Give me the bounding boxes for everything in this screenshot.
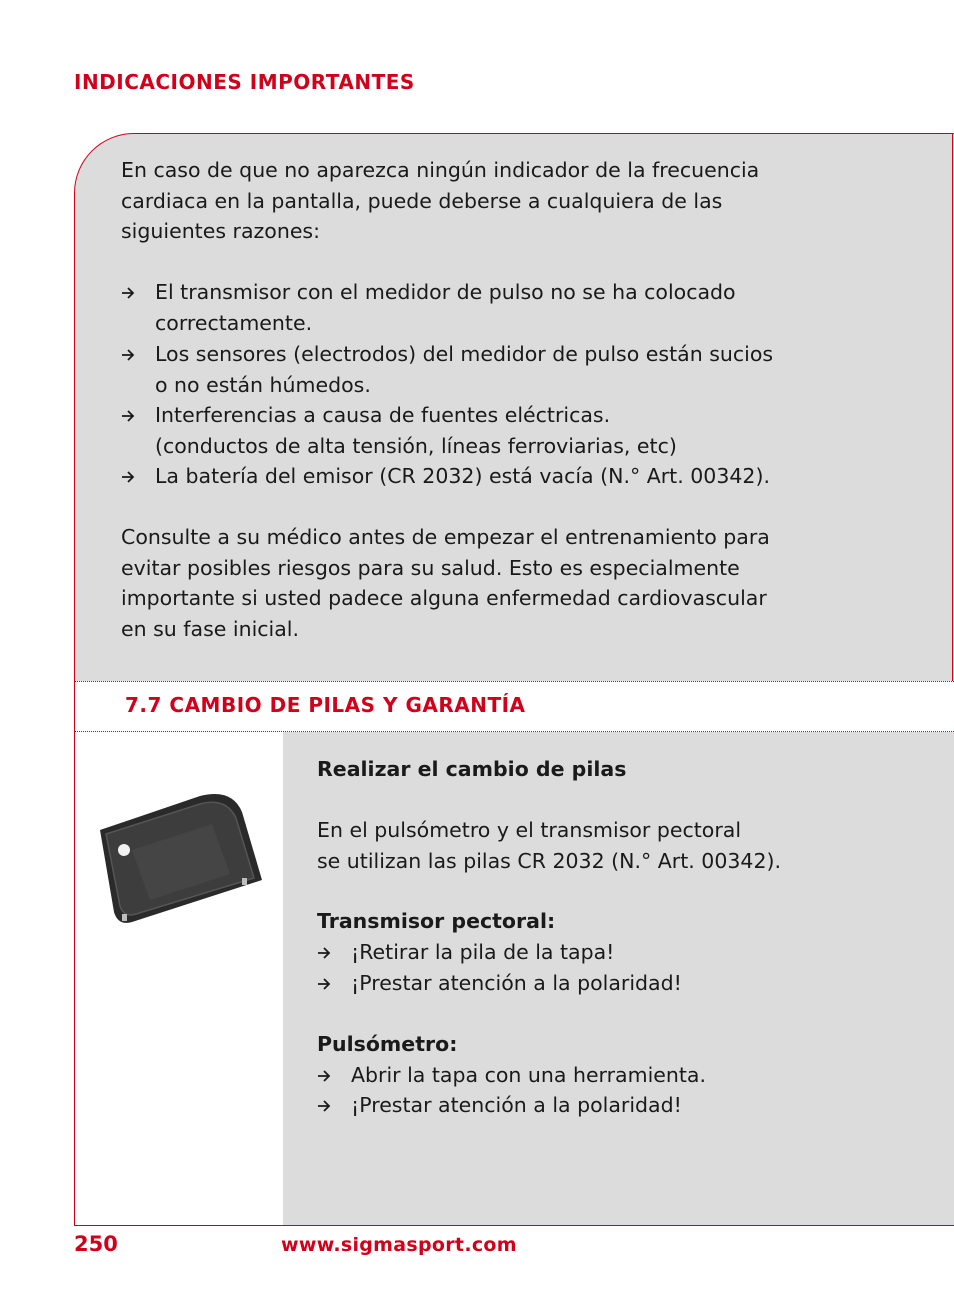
battery-intro-line: se utilizan las pilas CR 2032 (N.° Art. 00342). xyxy=(317,848,782,873)
arrow-right-icon xyxy=(121,400,143,423)
arrow-right-icon xyxy=(121,277,143,300)
arrow-right-icon xyxy=(121,339,143,362)
intro-line: siguientes razones: xyxy=(121,219,321,244)
advice-paragraph xyxy=(121,522,821,644)
list-item-line: correctamente. xyxy=(155,310,313,335)
transmitter-heading: Transmisor pectoral: xyxy=(317,909,556,933)
battery-intro-line: En el pulsómetro y el transmisor pectoral xyxy=(317,818,742,842)
section-title: 7.7 CAMBIO DE PILAS Y GARANTÍA xyxy=(125,693,526,717)
advice-line: Consulte a su médico antes de empezar el entrenamiento para xyxy=(121,525,770,549)
battery-change-heading: Realizar el cambio de pilas xyxy=(317,757,627,781)
list-item-line: Los sensores (electrodos) del medidor de pulso están sucios xyxy=(155,342,774,366)
battery-intro-paragraph xyxy=(317,815,937,876)
transmitter-step: ¡Prestar atención a la polaridad! xyxy=(351,971,682,995)
page-number: 250 xyxy=(74,1232,118,1256)
list-item-line: La batería del emisor (CR 2032) está vacía (N.° Art. 00342). xyxy=(155,464,770,488)
monitor-heading: Pulsómetro: xyxy=(317,1032,458,1056)
intro-line: En caso de que no aparezca ningún indicador de la frecuencia xyxy=(121,158,760,182)
arrow-right-icon xyxy=(317,937,339,960)
footer-url[interactable]: www.sigmasport.com xyxy=(281,1234,517,1256)
intro-line: cardiaca en la pantalla, puede deberse a cualquiera de las xyxy=(121,188,723,213)
list-item-line: (conductos de alta tensión, líneas ferroviarias, etc) xyxy=(155,433,677,458)
transmitter-step: ¡Retirar la pila de la tapa! xyxy=(351,940,615,964)
monitor-step: Abrir la tapa con una herramienta. xyxy=(351,1063,707,1087)
advice-line: evitar posibles riesgos para su salud. Esto es especialmente xyxy=(121,555,740,580)
page-header-title: INDICACIONES IMPORTANTES xyxy=(74,70,415,94)
arrow-right-icon xyxy=(317,1060,339,1083)
arrow-right-icon xyxy=(121,461,143,484)
list-item-line: Interferencias a causa de fuentes eléctricas. xyxy=(155,403,611,427)
arrow-right-icon xyxy=(317,1090,339,1113)
advice-line: importante si usted padece alguna enfermedad cardiovascular xyxy=(121,586,767,611)
list-item-line: o no están húmedos. xyxy=(155,372,371,397)
intro-paragraph xyxy=(121,155,821,247)
monitor-step: ¡Prestar atención a la polaridad! xyxy=(351,1093,682,1117)
list-item-line: El transmisor con el medidor de pulso no se ha colocado xyxy=(155,280,736,304)
advice-line: en su fase inicial. xyxy=(121,616,300,641)
panel-bottom-border xyxy=(74,1225,954,1226)
battery-cover-image xyxy=(92,790,272,930)
arrow-right-icon xyxy=(317,968,339,991)
